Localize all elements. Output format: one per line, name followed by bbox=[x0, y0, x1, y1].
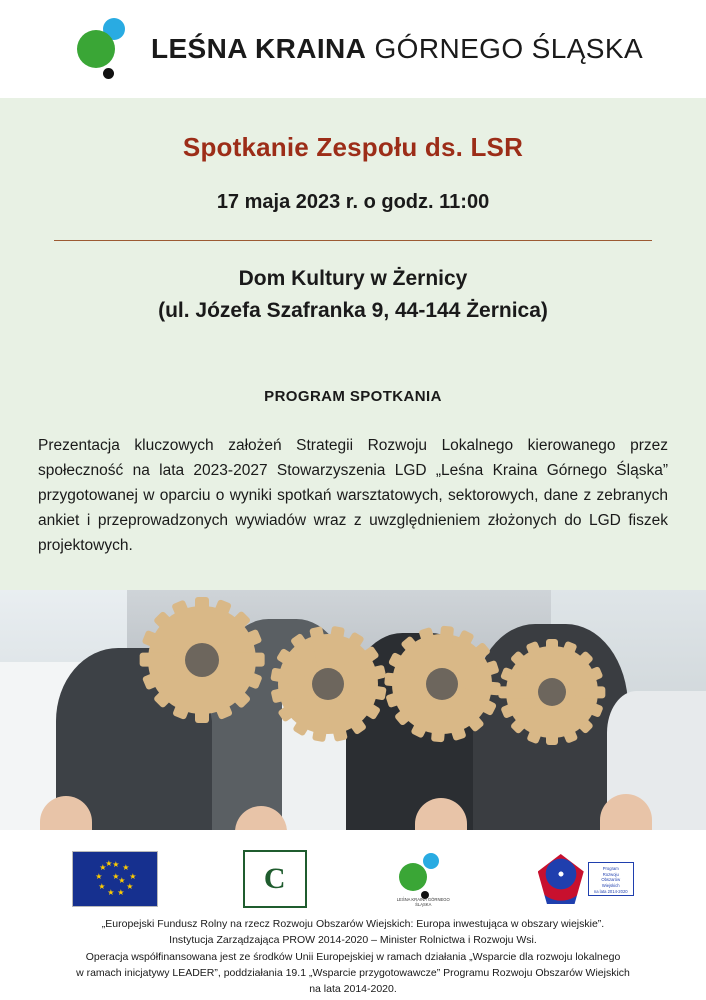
photo-gear-4-hole bbox=[538, 678, 566, 706]
venue-line-2: (ul. Józefa Szafranka 9, 44-144 Żernica) bbox=[158, 298, 548, 322]
footer-note-line-4: w ramach inicjatywy LEADER”, poddziałania 19.1 „Wsparcie przygotowawcze” Programu Rozwoju Obszarów Wiejskich bbox=[76, 966, 630, 979]
logo-black-dot-icon bbox=[103, 68, 114, 79]
footer-note-line-2: Instytucja Zarządzająca PROW 2014-2020 – Minister Rolnictwa i Rozwoju Wsi. bbox=[169, 934, 537, 947]
venue-line-1: Dom Kultury w Żernicy bbox=[238, 267, 468, 290]
footer-note-line-5: na lata 2014-2020. bbox=[309, 983, 397, 996]
brand-title bbox=[151, 33, 643, 65]
photo-gear-2-hole bbox=[312, 668, 344, 700]
photo-gear-2 bbox=[278, 634, 378, 734]
event-datetime: 17 maja 2023 r. o godz. 11:00 bbox=[216, 191, 490, 213]
brand-title-light: GÓRNEGO ŚLĄSKA bbox=[374, 33, 644, 64]
small-logo-caption: LEŚNA KRAINA GÓRNEGO ŚLĄSKA bbox=[396, 896, 450, 907]
program-heading: PROGRAM SPOTKANIA bbox=[264, 388, 442, 405]
photo-gear-1-hole bbox=[185, 643, 219, 677]
footer-note-line-1: „Europejski Fundusz Rolny na rzecz Rozwoju Obszarów Wiejskich: Europa inwestująca w obszary wiejskie”. bbox=[101, 918, 605, 930]
photo-gear-4 bbox=[506, 646, 598, 738]
photo-gear-3-hole bbox=[426, 668, 458, 700]
footer bbox=[0, 830, 706, 1000]
leader-logo-glyph-icon: C bbox=[263, 862, 286, 895]
small-logo-green-circle-icon bbox=[399, 863, 427, 891]
small-logo-blue-circle-icon bbox=[423, 853, 439, 869]
prow-kite-icon bbox=[538, 854, 584, 904]
page-title: Spotkanie Zespołu ds. LSR bbox=[182, 132, 524, 162]
lesna-kraina-small-logo bbox=[391, 851, 453, 907]
prow-logo bbox=[538, 854, 634, 904]
photo-hand-1 bbox=[40, 796, 92, 830]
eu-stars-icon: ★ ★ ★ ★ ★ ★ ★ ★ ★ ★ ★ ★ bbox=[95, 859, 137, 897]
logo-green-circle-icon bbox=[77, 30, 115, 68]
header-banner bbox=[0, 0, 706, 98]
program-description: Prezentacja kluczowych założeń Strategii Rozwoju Lokalnego kierowanego przez społeczność na lata 2023-2027 Stowarzyszenia LGD „Leśna Kraina Górnego Śląska” przygotowanej w oparciu o wyniki spotkań warsztatowych, sektorowych, dane z zebranych ankiet i przeprowadzonych wywiadów wraz z uwzględnieniem złożonych do LGD fiszek projektowych. bbox=[38, 437, 668, 555]
photo-hand-3 bbox=[415, 798, 467, 830]
footer-logos-row bbox=[0, 844, 706, 910]
eu-flag-logo bbox=[72, 851, 158, 907]
leader-logo bbox=[243, 850, 307, 908]
photo-gear-1 bbox=[148, 606, 256, 714]
footer-note bbox=[0, 910, 706, 1000]
footer-note-line-3: Operacja współfinansowana jest ze środków Unii Europejskiej w ramach działania „Wsparcie dla rozwoju lokalnego bbox=[85, 950, 621, 963]
brand-title-strong: LEŚNA KRAINA bbox=[150, 33, 367, 64]
photo-hands-holding-wooden-gears bbox=[0, 590, 706, 830]
content-panel bbox=[0, 98, 706, 590]
lesna-kraina-logo-icon bbox=[73, 16, 135, 82]
event-venue bbox=[36, 263, 670, 326]
photo-hand-2 bbox=[235, 806, 287, 830]
prow-logo-caption: Program Rozwoju Obszarów Wiejskich na lata 2014-2020 bbox=[588, 862, 634, 896]
divider bbox=[54, 240, 652, 241]
photo-gear-3 bbox=[392, 634, 492, 734]
photo-hand-4 bbox=[600, 794, 652, 830]
